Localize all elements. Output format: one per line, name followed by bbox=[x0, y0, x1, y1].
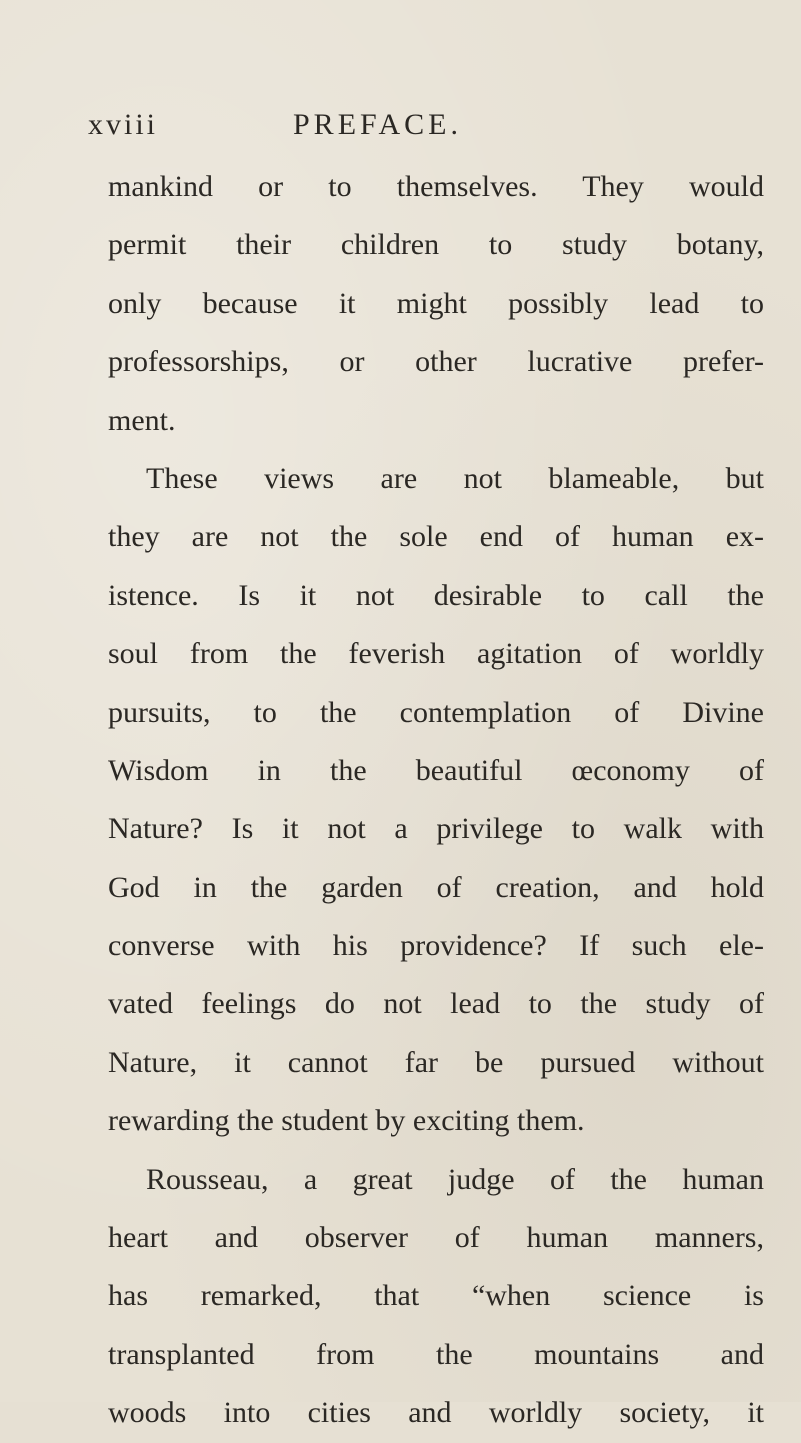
running-title: PREFACE. bbox=[293, 108, 462, 141]
text-line: istence. Is it not desirable to call the bbox=[108, 578, 764, 612]
text-line: soul from the feverish agitation of worldly bbox=[108, 637, 764, 671]
text-line: God in the garden of creation, and hold bbox=[108, 870, 764, 904]
running-head bbox=[88, 108, 721, 148]
text-line: woods into cities and worldly society, it bbox=[108, 1396, 764, 1430]
paragraph-first-line: These views are not blameable, but bbox=[146, 461, 764, 495]
text-line: ment. bbox=[108, 403, 176, 437]
body-text bbox=[108, 158, 764, 1443]
text-line: rewarding the student by exciting them. bbox=[108, 1104, 585, 1138]
text-line: vated feelings do not lead to the study of bbox=[108, 987, 764, 1021]
text-line: transplanted from the mountains and bbox=[108, 1337, 764, 1371]
text-line: they are not the sole end of human ex- bbox=[108, 520, 764, 554]
text-line: professorships, or other lucrative prefer- bbox=[108, 345, 764, 379]
text-line: only because it might possibly lead to bbox=[108, 286, 764, 320]
text-line: pursuits, to the contemplation of Divine bbox=[108, 695, 764, 729]
text-line: has remarked, that “when science is bbox=[108, 1279, 764, 1313]
text-line: permit their children to study botany, bbox=[108, 228, 764, 262]
text-line: converse with his providence? If such ele- bbox=[108, 929, 764, 963]
paragraph-first-line: Rousseau, a great judge of the human bbox=[146, 1162, 764, 1196]
text-line: Nature, it cannot far be pursued without bbox=[108, 1045, 764, 1079]
page-number: xviii bbox=[88, 108, 159, 141]
text-line: heart and observer of human manners, bbox=[108, 1221, 764, 1255]
text-line: Nature? Is it not a privilege to walk with bbox=[108, 812, 764, 846]
text-line: Wisdom in the beautiful œconomy of bbox=[108, 753, 764, 787]
text-line: mankind or to themselves. They would bbox=[108, 170, 764, 203]
